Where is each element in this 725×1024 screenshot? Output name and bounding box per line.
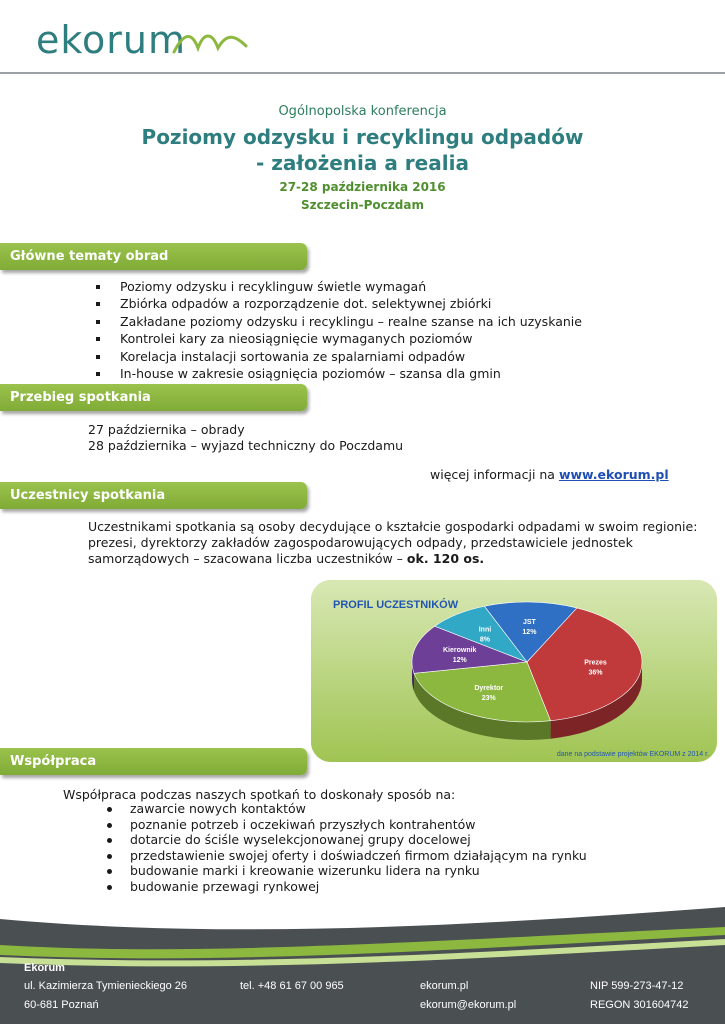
conference-title-line2: - założenia a realia: [256, 151, 469, 175]
section-header-schedule: Przebieg spotkania: [0, 384, 307, 411]
conference-title-line1: Poziomy odzysku i recyklingu odpadów: [141, 125, 584, 149]
list-item: poznanie potrzeb i oczekiwań przyszłych kontrahentów: [105, 817, 587, 833]
conference-label: Ogólnopolska konferencja: [278, 104, 447, 119]
footer-phone: tel. +48 61 67 00 965: [240, 980, 344, 992]
schedule-day1: 27 października – obrady: [88, 422, 245, 437]
section-header-cooperation: Współpraca: [0, 748, 307, 775]
participant-profile-chart: [311, 580, 717, 762]
chart-title: PROFIL UCZESTNIKÓW: [333, 599, 459, 611]
pie-label-inni: Inni: [478, 626, 492, 634]
footer-web[interactable]: ekorum.pl: [420, 980, 469, 992]
footer: [0, 905, 725, 1024]
section-header-participants: Uczestnicy spotkania: [0, 482, 307, 509]
participants-line2: prezesi, dyrektorzy zakładów zagospodarowujących odpady, przedstawiciele jednostek: [88, 535, 633, 550]
footer-company: Ekorum: [24, 962, 65, 974]
list-item: Kontrolei kary za nieosiągnięcie wymaganych poziomów: [96, 330, 582, 347]
pie-value-dyrektor: 23%: [481, 694, 496, 702]
participants-line3: samorządowych – szacowana liczba uczestników – ok. 120 os.: [88, 551, 485, 566]
footer-email[interactable]: ekorum@ekorum.pl: [420, 999, 517, 1011]
logo-swash-icon: [170, 28, 250, 58]
list-item: dotarcie do ściśle wyselekcjonowanej grupy docelowej: [105, 832, 587, 848]
footer-regon: REGON 301604742: [590, 999, 689, 1011]
pie-value-jst: 12%: [522, 629, 537, 637]
participants-count: ok. 120 os.: [406, 551, 485, 566]
list-item: In-house w zakresie osiągnięcia poziomów – szansa dla gmin: [96, 365, 582, 382]
schedule-day2: 28 października – wyjazd techniczny do Poczdamu: [88, 438, 404, 453]
pie-value-prezes: 36%: [588, 669, 603, 677]
list-item: budowanie przewagi rynkowej: [105, 879, 587, 895]
chart-source-note: dane na podstawie projektów EKORUM z 2014 r.: [556, 751, 709, 758]
pie-value-inni: 8%: [479, 636, 491, 644]
participants-line1: Uczestnikami spotkania są osoby decydujące o kształcie gospodarki odpadami w swoim regionie:: [88, 519, 698, 534]
logo-wordmark: ekorum: [36, 18, 187, 62]
website-link[interactable]: www.ekorum.pl: [558, 467, 669, 482]
footer-city: 60-681 Poznań: [24, 999, 99, 1011]
pie-chart-svg: [311, 580, 717, 762]
section-header-topics: Główne tematy obrad: [0, 243, 307, 270]
pie-label-prezes: Prezes: [584, 659, 607, 667]
more-info: więcej informacji na www.ekorum.pl: [430, 467, 669, 482]
list-item: przedstawienie swojej oferty i doświadczeń firmom działającym na rynku: [105, 848, 587, 864]
list-item: budowanie marki i kreowanie wizerunku lidera na rynku: [105, 863, 587, 879]
conference-place: Szczecin-Poczdam: [301, 198, 424, 212]
list-item: Korelacja instalacji sortowania ze spalarniami odpadów: [96, 348, 582, 365]
pie-value-kierownik: 12%: [452, 656, 467, 664]
list-item: Zbiórka odpadów a rozporządzenie dot. selektywnej zbiórki: [96, 295, 582, 312]
pie-label-kierownik: Kierownik: [443, 646, 477, 654]
cooperation-list: [105, 801, 587, 895]
pie-label-dyrektor: Dyrektor: [474, 684, 504, 692]
pie-label-jst: JST: [522, 619, 536, 627]
list-item: zawarcie nowych kontaktów: [105, 801, 587, 817]
header-divider: [0, 72, 725, 74]
conference-dates: 27-28 października 2016: [279, 180, 446, 194]
footer-nip: NIP 599-273-47-12: [590, 980, 684, 992]
topics-list: [96, 278, 582, 382]
list-item: Zakładane poziomy odzysku i recyklingu – realne szanse na ich uzyskanie: [96, 313, 582, 330]
list-item: Poziomy odzysku i recyklinguw świetle wymagań: [96, 278, 582, 295]
cooperation-intro: Współpraca podczas naszych spotkań to doskonały sposób na:: [63, 787, 456, 802]
footer-street: ul. Kazimierza Tymienieckiego 26: [24, 980, 188, 992]
